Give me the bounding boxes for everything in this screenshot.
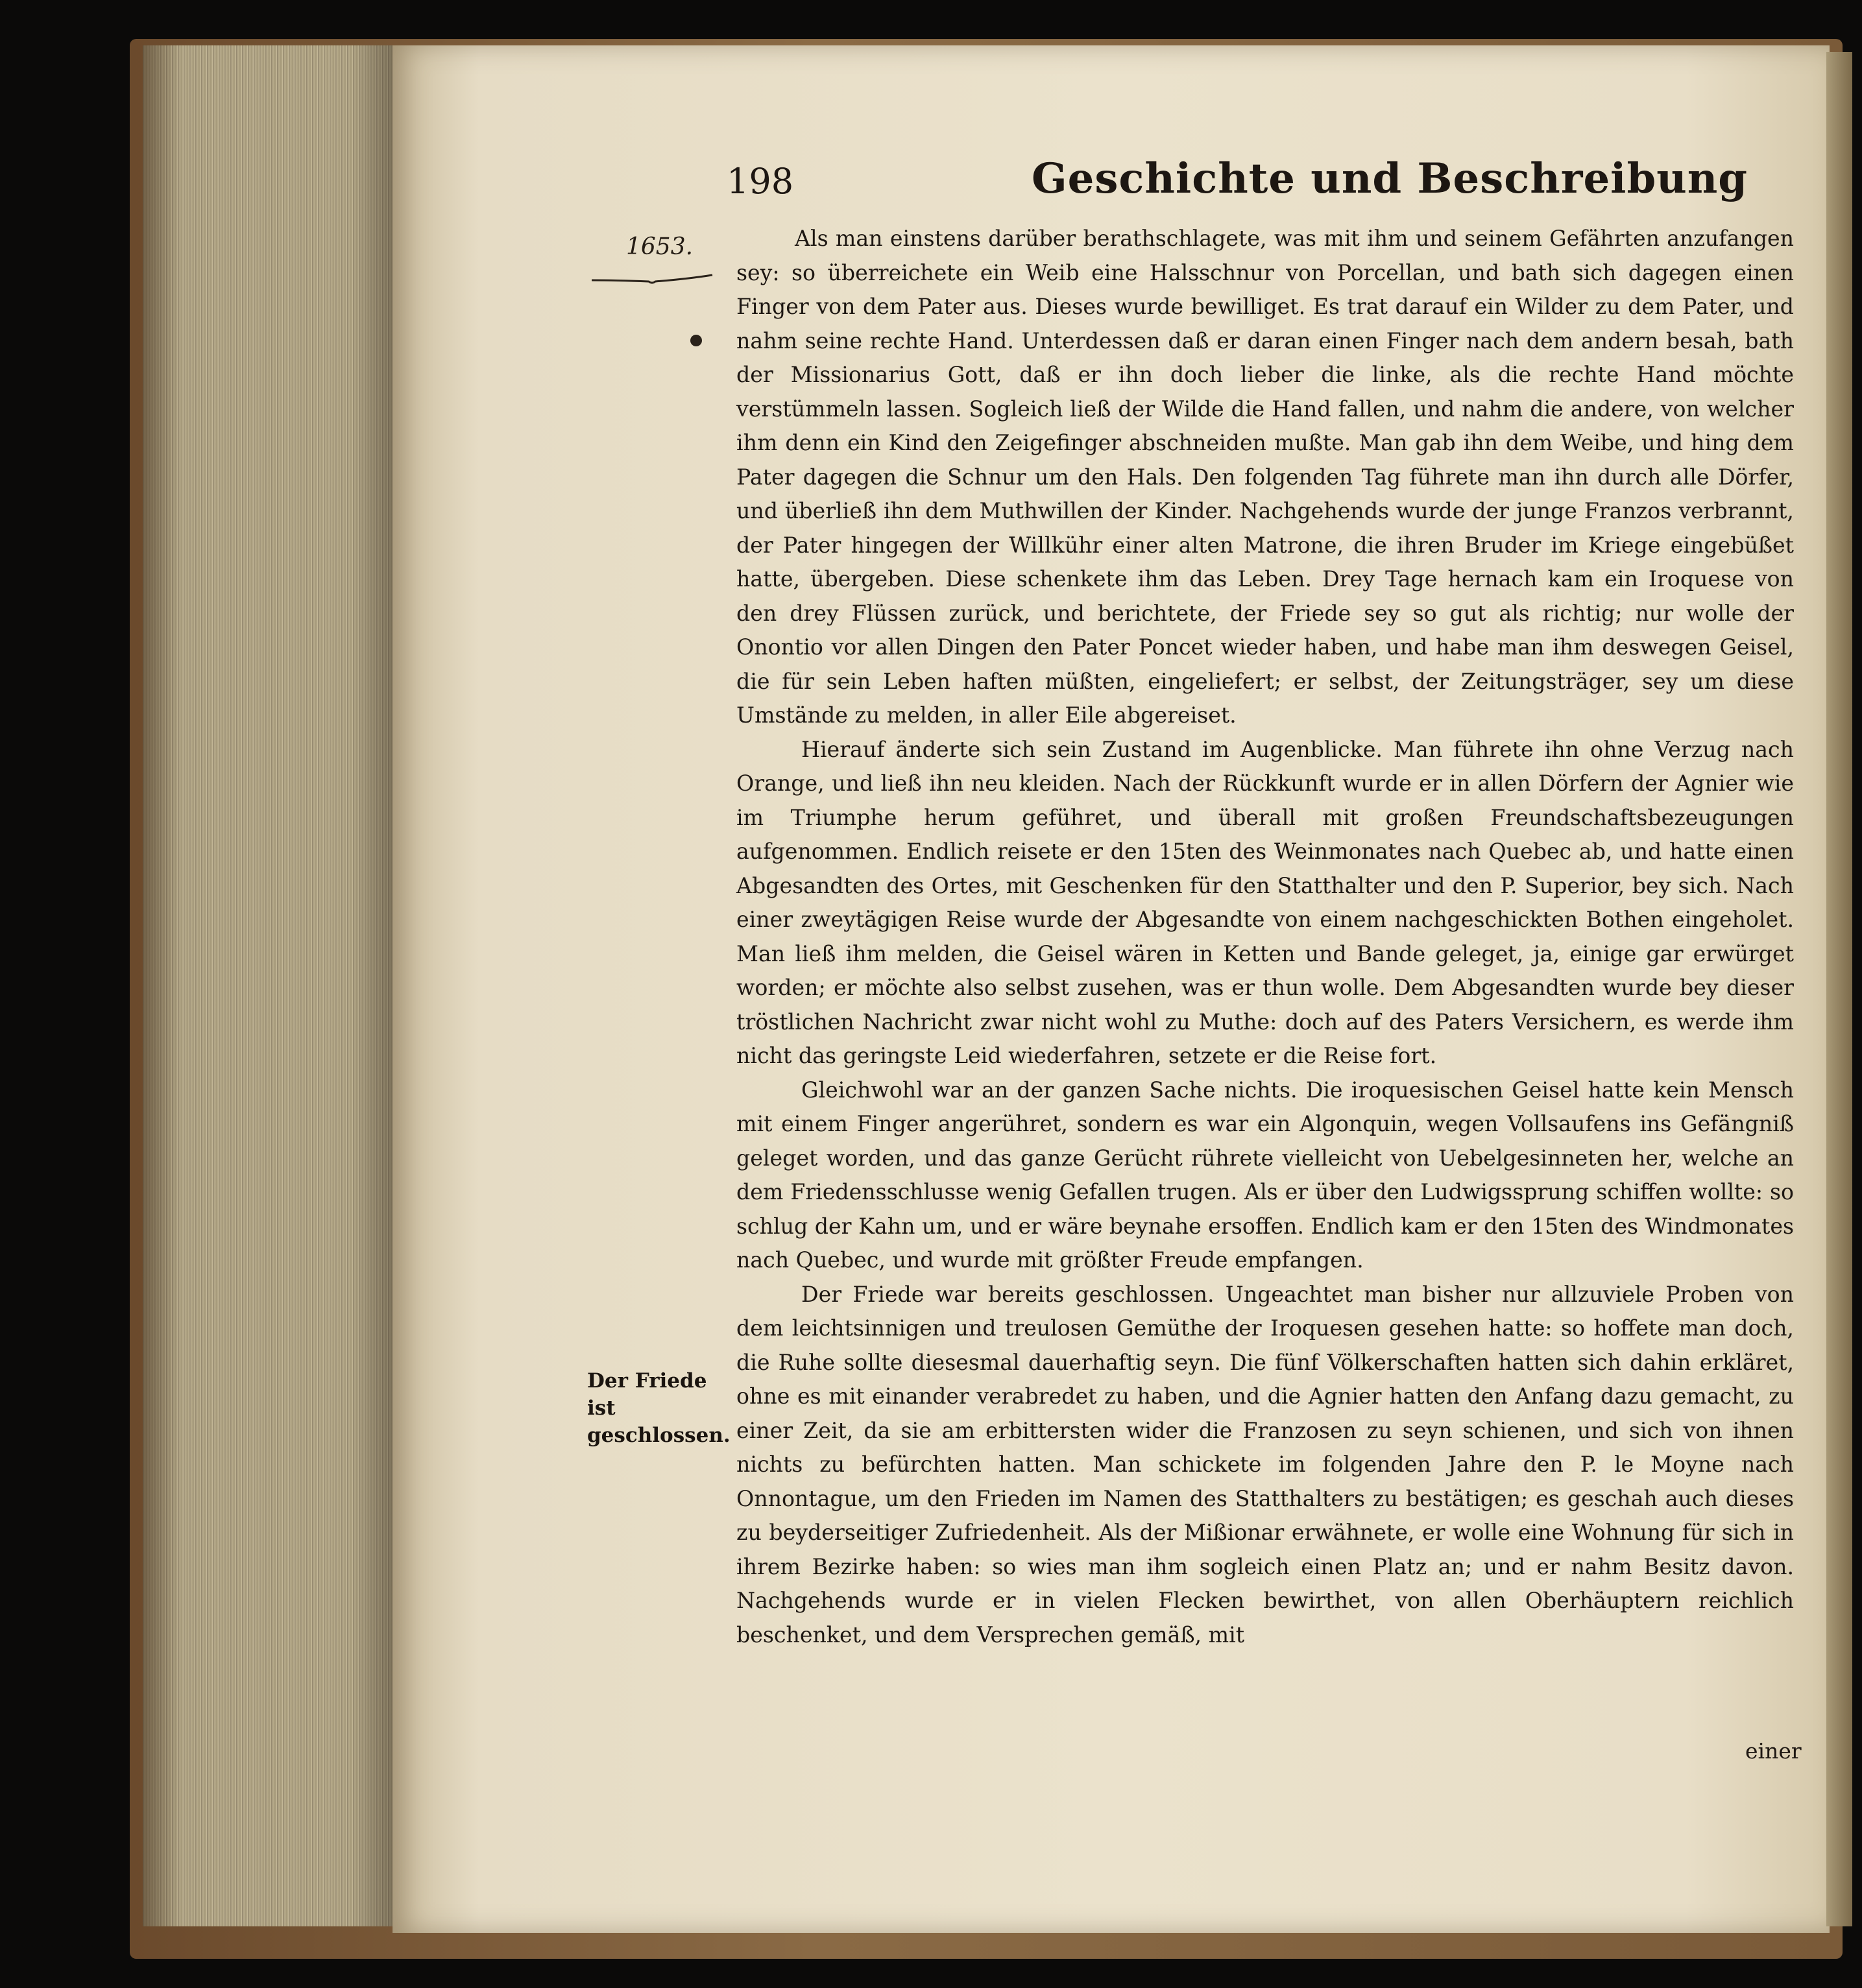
- paragraph: Hierauf änderte sich sein Zustand im Augenblicke. Man führete ihn ohne Verzug nach Orange, und ließ ihn neu kleiden. Nach der Rückkunft wurde er in allen Dörfern der Agnier wie im Triumphe herum geführet, und überall mit großen Freundschaftsbezeugungen aufgenommen. Endlich reisete er den 15ten des Weinmonates nach Quebec ab, und hatte einen Abgesandten des Ortes, mit Geschenken für den Statthalter und den P. Superior, bey sich. Nach einer zweytägigen Reise wurde der Abgesandte von einem nachgeschickten Bothen eingeholet. Man ließ ihm melden, die Geisel wären in Ketten und Bande geleget, ja, einige gar erwürget worden; er möchte also selbst zusehen, was er thun wolle. Dem Abgesandten wurde bey dieser tröstlichen Nachricht zwar nicht wohl zu Muthe: doch auf des Paters Versichern, es werde ihm nicht das geringste Leid wiederfahren, setzete er die Reise fort.: [736, 736, 1794, 1068]
- body-text: [736, 222, 1794, 1652]
- paragraph: Als man einstens darüber berathschlagete, was mit ihm und seinem Gefährten anzufangen sey: so überreichete ein Weib eine Halsschnur von Porcellan, und bath sich dagegen einen Finger von dem Pater aus. Dieses wurde bewilliget. Es trat darauf ein Wilder zu dem Pater, und nahm seine rechte Hand. Unterdessen daß er daran einen Finger nach dem andern besah, bath der Missionarius Gott, daß er ihn doch lieber die linke, als die rechte Hand möchte verstümmeln lassen. Sogleich ließ der Wilde die Hand fallen, und nahm die andere, von welcher ihm denn ein Kind den Zeigefinger abschneiden mußte. Man gab ihn dem Weibe, und hing dem Pater dagegen die Schnur um den Hals. Den folgenden Tag führete man ihn durch alle Dörfer, und überließ ihn dem Muthwillen der Kinder. Nachgehends wurde der junge Franzos verbrannt, der Pater hingegen der Willkühr einer alten Matrone, die ihren Bruder im Kriege eingebüßet hatte, übergeben. Diese schenkete ihm das Leben. Drey Tage hernach kam ein Iroquese von den drey Flüssen zurück, und berichtete, der Friede sey so gut als richtig; nur wolle der Onontio vor allen Dingen den Pater Poncet wieder haben, und habe man ihm deswegen Geisel, die für sein Leben haften müßten, eingeliefert; er selbst, der Zeitungsträger, sey um diese Umstände zu melden, in aller Eile abgereiset.: [736, 226, 1794, 728]
- margin-year: 1653.: [626, 234, 694, 260]
- page-header: [727, 154, 1791, 213]
- page-number: 198: [727, 161, 794, 202]
- paragraph: Gleichwohl war an der ganzen Sache nichts. Die iroquesischen Geisel hatte kein Mensch mit einem Finger angerühret, sondern es war ein Algonquin, wegen Vollsaufens ins Gefängniß geleget worden, und das ganze Gerücht rührete vielleicht von Uebelgesinneten her, welche an dem Friedensschlusse wenig Gefallen trugen. Als er über den Ludwigssprung schiffen wollte: so schlug der Kahn um, und er wäre beynahe ersoffen. Endlich kam er den 15ten des Windmonates nach Quebec, und wurde mit größter Freude empfangen.: [736, 1077, 1794, 1273]
- running-title: Geschichte und Beschreibung: [1032, 154, 1748, 203]
- page-edges: [143, 45, 402, 1926]
- ink-dot: [690, 335, 702, 346]
- page-right-edge: [1826, 52, 1852, 1926]
- margin-rule-ornament: [590, 266, 714, 285]
- margin-note: Der Friede ist geschlossen.: [587, 1369, 731, 1447]
- catchword: einer: [1745, 1738, 1802, 1764]
- paragraph: Der Friede war bereits geschlossen. Ungeachtet man bisher nur allzuviele Proben von dem leichtsinnigen und treulosen Gemüthe der Iroquesen gesehen hatte: so hoffete man doch, die Ruhe sollte diesesmal dauerhaftig seyn. Die fünf Völkerschaften hatten sich dahin erkläret, ohne es mit einander verabredet zu haben, und die Agnier hatten den Anfang dazu gemacht, zu einer Zeit, da sie am erbittersten wider die Franzosen zu seyn schienen, und sich von ihnen nichts zu befürchten hatten. Man schickete im folgenden Jahre den P. le Moyne nach Onnontague, um den Frieden im Namen des Statthalters zu bestätigen; es geschah auch dieses zu beyderseitiger Zufriedenheit. Als der Mißionar erwähnete, er wolle eine Wohnung für sich in ihrem Bezirke haben: so wies man ihm sogleich einen Platz an; und er nahm Besitz davon. Nachgehends wurde er in vielen Flecken bewirthet, von allen Oberhäuptern reichlich beschenket, und dem Versprechen gemäß, mit: [736, 1281, 1794, 1647]
